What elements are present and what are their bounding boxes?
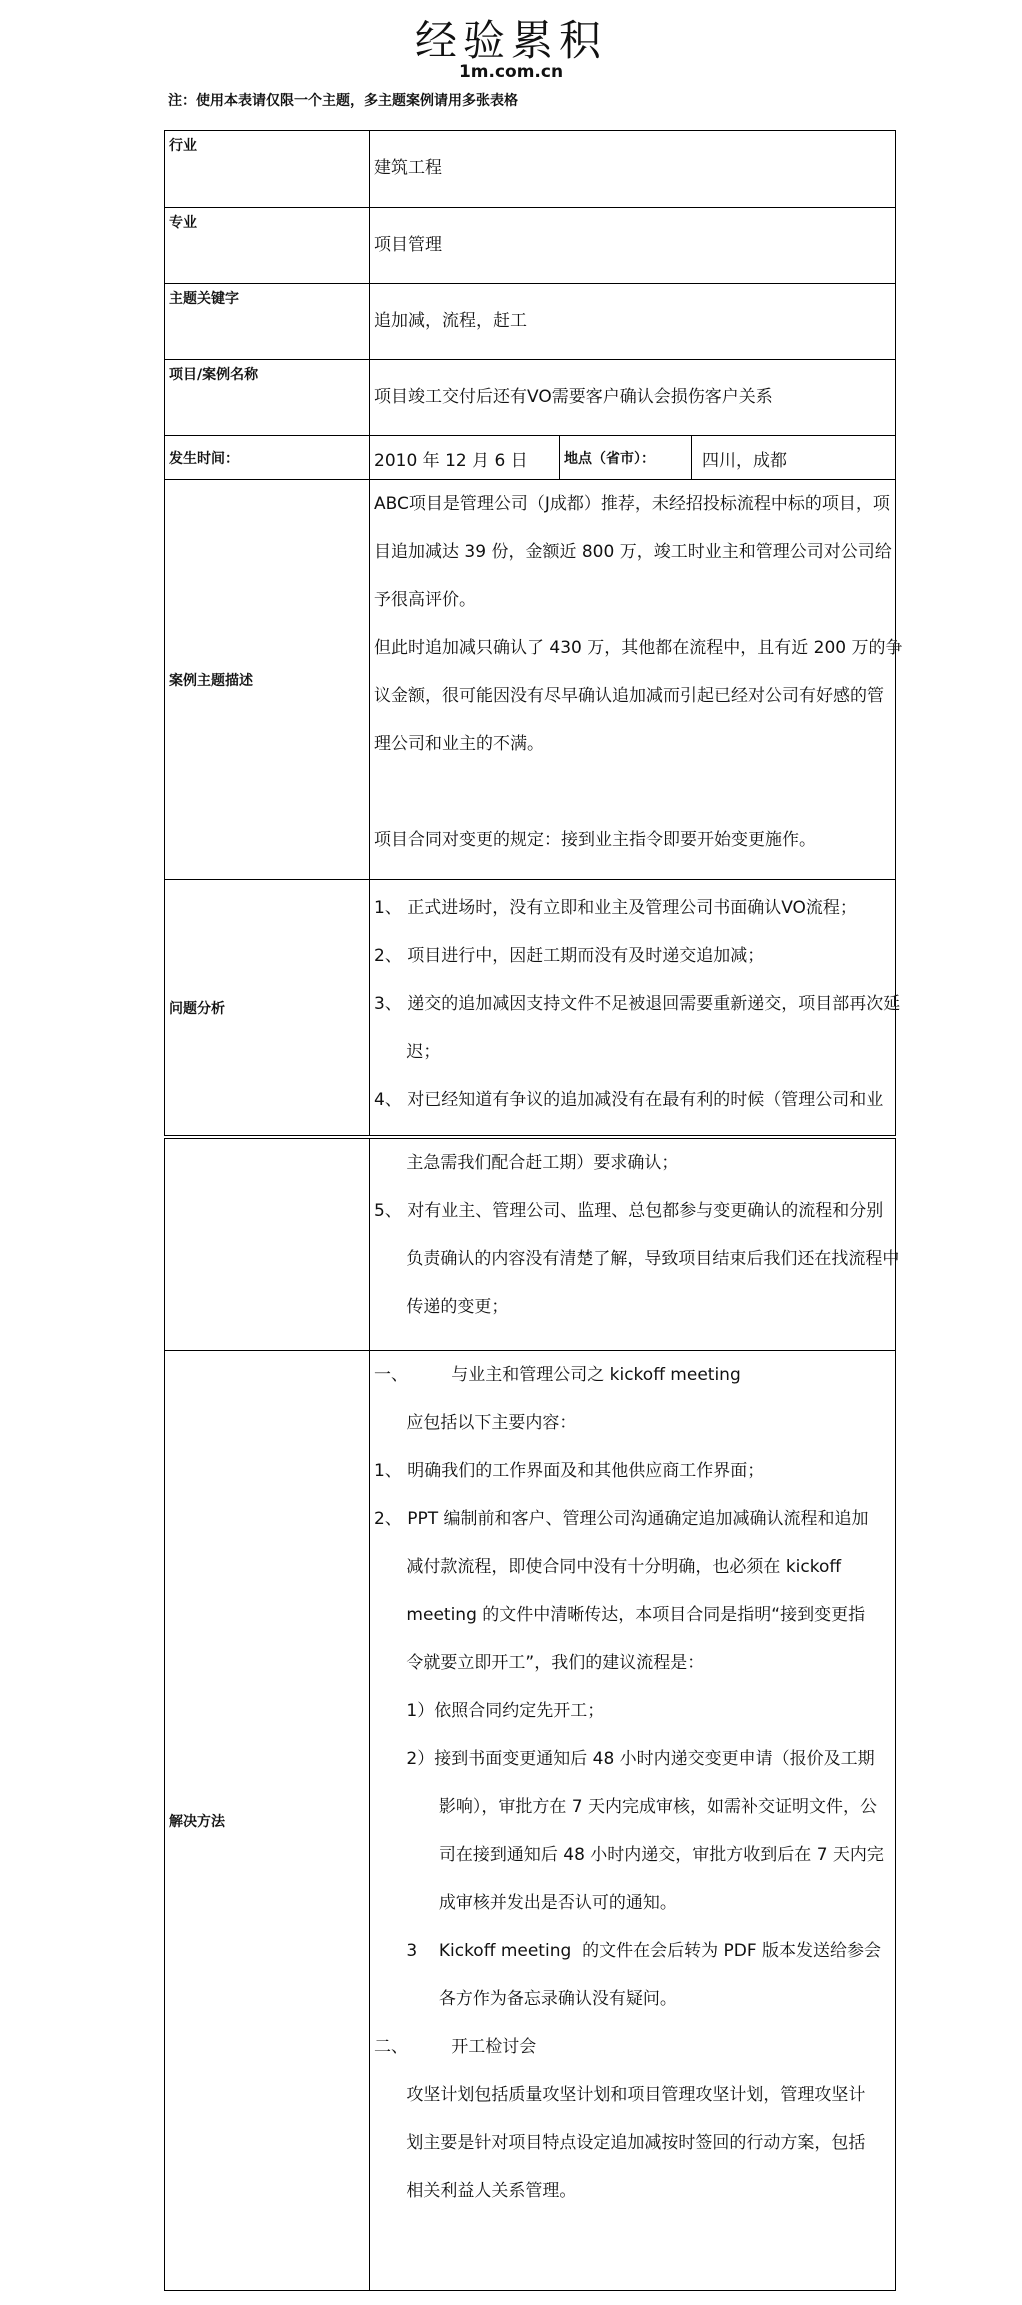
text-line: 2）接到书面变更通知后 48 小时内递交变更申请（报价及工期 — [374, 1749, 875, 1769]
text-line: 3、 递交的追加减因支持文件不足被退回需要重新递交，项目部再次延 — [374, 994, 901, 1014]
analysis-label: 问题分析 — [165, 880, 370, 1136]
analysis-cont-label — [165, 1139, 370, 1351]
text-line: 1）依照合同约定先开工； — [374, 1701, 605, 1721]
text-line: 1、 正式进场时，没有立即和业主及管理公司书面确认VO流程； — [374, 898, 857, 918]
experience-table-continued — [164, 1138, 900, 2291]
keywords-label: 主题关键字 — [165, 284, 370, 360]
table-row — [165, 360, 896, 436]
text-line: 项目合同对变更的规定：接到业主指令即要开始变更施作。 — [374, 830, 816, 850]
case-name-value: 项目竣工交付后还有VO需要客户确认会损伤客户关系 — [370, 360, 896, 436]
text-line: 3 Kickoff meeting 的文件在会后转为 PDF 版本发送给参会 — [374, 1941, 881, 1961]
text-line: 应包括以下主要内容： — [374, 1413, 577, 1433]
place-value: 四川，成都 — [692, 436, 896, 480]
table-row — [165, 131, 896, 208]
text-line: 主急需我们配合赶工期）要求确认； — [374, 1153, 679, 1173]
page-title: 经验累积 — [414, 16, 607, 65]
text-line: 减付款流程，即使合同中没有十分明确，也必须在 kickoff — [374, 1557, 842, 1577]
text-line: 迟； — [374, 1042, 441, 1062]
table-row — [165, 1351, 896, 2291]
solution-label: 解决方法 — [165, 1351, 370, 2291]
industry-value: 建筑工程 — [370, 131, 896, 208]
experience-table — [164, 130, 903, 1136]
text-line: 2、 项目进行中，因赶工期而没有及时递交追加减； — [374, 946, 765, 966]
text-line: 二、 开工检讨会 — [374, 2037, 537, 2057]
place-label: 地点（省市）： — [560, 436, 692, 480]
text-line: 相关利益人关系管理。 — [374, 2181, 577, 2201]
text-line — [374, 768, 895, 816]
text-line: meeting 的文件中清晰传达，本项目合同是指明“接到变更指 — [374, 1605, 866, 1625]
industry-label: 行业 — [165, 131, 370, 208]
table-row — [165, 1139, 896, 1351]
major-value: 项目管理 — [370, 208, 896, 284]
usage-note: 注：使用本表请仅限一个主题，多主题案例请用多张表格 — [168, 93, 518, 109]
table-row — [165, 436, 896, 480]
text-line: 攻坚计划包括质量攻坚计划和项目管理攻坚计划，管理攻坚计 — [374, 2085, 866, 2105]
text-line: 2、 PPT 编制前和客户、管理公司沟通确定追加减确认流程和追加 — [374, 1509, 869, 1529]
table-row — [165, 208, 896, 284]
table-row — [165, 880, 896, 1136]
site-label: 1m.com.cn — [458, 62, 564, 82]
text-line: 令就要立即开工”，我们的建议流程是： — [374, 1653, 705, 1673]
text-line: 予很高评价。 — [374, 590, 476, 610]
keywords-value: 追加减，流程，赶工 — [370, 284, 896, 360]
text-line: 4、 对已经知道有争议的追加减没有在最有利的时候（管理公司和业 — [374, 1090, 884, 1110]
major-label: 专业 — [165, 208, 370, 284]
time-value: 2010 年 12 月 6 日 — [370, 436, 560, 480]
table-row — [165, 480, 896, 880]
analysis-cont-content — [370, 1139, 900, 1351]
text-line: 5、 对有业主、管理公司、监理、总包都参与变更确认的流程和分别 — [374, 1201, 884, 1221]
text-line: 成审核并发出是否认可的通知。 — [374, 1893, 677, 1913]
case-name-label: 项目/案例名称 — [165, 360, 370, 436]
solution-content — [370, 1351, 896, 2291]
table-row — [165, 284, 896, 360]
text-line: 一、 与业主和管理公司之 kickoff meeting — [374, 1365, 741, 1385]
description-content — [370, 480, 903, 880]
text-line: 理公司和业主的不满。 — [374, 734, 544, 754]
text-line: ABC项目是管理公司（J成都）推荐，未经招投标流程中标的项目，项 — [374, 494, 890, 514]
description-label: 案例主题描述 — [165, 480, 370, 880]
time-label: 发生时间： — [165, 436, 370, 480]
analysis-content — [370, 880, 901, 1136]
text-line: 目追加减达 39 份，金额近 800 万，竣工时业主和管理公司对公司给 — [374, 542, 892, 562]
text-line: 划主要是针对项目特点设定追加减按时签回的行动方案，包括 — [374, 2133, 866, 2153]
text-line: 传递的变更； — [374, 1297, 509, 1317]
text-line: 但此时追加减只确认了 430 万，其他都在流程中，且有近 200 万的争 — [374, 638, 903, 658]
text-line: 影响），审批方在 7 天内完成审核，如需补交证明文件，公 — [374, 1797, 877, 1817]
text-line: 1、 明确我们的工作界面及和其他供应商工作界面； — [374, 1461, 765, 1481]
text-line: 司在接到通知后 48 小时内递交，审批方收到后在 7 天内完 — [374, 1845, 884, 1865]
text-line: 各方作为备忘录确认没有疑问。 — [374, 1989, 677, 2009]
text-line: 负责确认的内容没有清楚了解，导致项目结束后我们还在找流程中 — [374, 1249, 900, 1269]
text-line: 议金额，很可能因没有尽早确认追加减而引起已经对公司有好感的管 — [374, 686, 884, 706]
